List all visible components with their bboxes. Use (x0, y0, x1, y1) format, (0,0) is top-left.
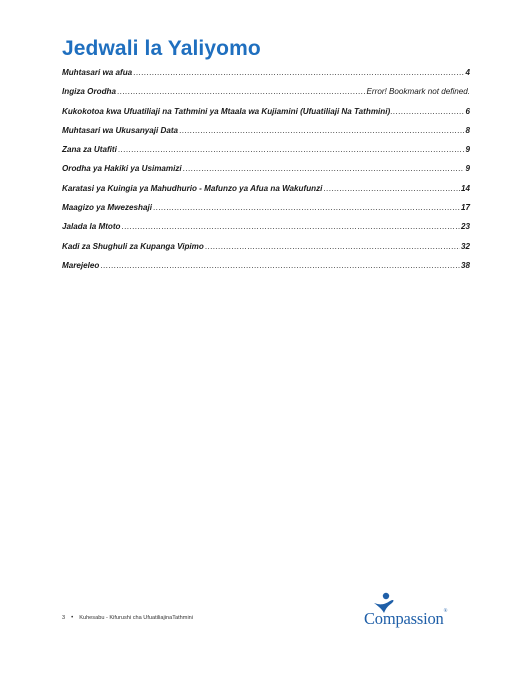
toc-entry-label: Muhtasari wa afua (62, 68, 133, 77)
toc-entry-page: 32 (460, 241, 470, 251)
toc-entry[interactable] (62, 68, 470, 87)
toc-entry-page: 23 (460, 222, 470, 232)
toc-entry[interactable] (62, 107, 470, 126)
toc-entry[interactable] (62, 145, 470, 164)
toc-entry-page: 9 (465, 164, 470, 174)
toc-entry-page: 6 (465, 106, 470, 116)
toc-entry-page: 8 (465, 125, 470, 135)
toc-list (62, 68, 470, 280)
dot-leader (100, 261, 460, 270)
logo-figure-head (383, 593, 389, 599)
dot-leader (153, 203, 460, 212)
toc-entry-label: Kadi za Shughuli za Kupanga Vipimo (62, 241, 204, 251)
dot-leader (179, 126, 464, 135)
dot-leader (390, 107, 465, 116)
dot-leader (117, 87, 366, 96)
toc-entry-page: 38 (460, 260, 470, 270)
footer-bullet: • (71, 615, 74, 621)
toc-entry[interactable] (62, 164, 470, 183)
dot-leader (183, 164, 465, 173)
toc-entry-label: Orodha ya Hakiki ya Usimamizi (62, 164, 182, 174)
toc-entry-label: Zana za Utafiti (62, 145, 117, 155)
toc-entry[interactable] (62, 203, 470, 222)
toc-entry[interactable] (62, 242, 470, 261)
toc-entry-page: 17 (460, 203, 470, 213)
toc-entry[interactable] (62, 261, 470, 280)
logo-trademark: ® (443, 609, 448, 614)
footer-page-number: 3 (62, 615, 66, 621)
toc-entry-page: 9 (465, 145, 470, 155)
toc-entry-label: Kukokotoa kwa Ufuatiliaji na Tathmini ya Mtaala wa Kujiamini (Ufuatiliaji Na Tathmini) (62, 106, 391, 116)
toc-title: Jedwali la Yaliyomo (62, 37, 261, 60)
dot-leader (121, 222, 460, 231)
logo-wordmark: Compassion (364, 609, 444, 628)
toc-entry-page: 14 (460, 183, 470, 193)
toc-entry[interactable] (62, 126, 470, 145)
toc-entry-label: Jalada la Mtoto (62, 222, 121, 232)
toc-entry-label: Ingiza Orodha (62, 87, 116, 97)
dot-leader (323, 184, 460, 193)
page-footer (62, 615, 193, 621)
toc-entry-label: Marejeleo (62, 260, 100, 270)
dot-leader (118, 145, 465, 154)
footer-document-title: Kuhesabu - Kifurushi cha UfuatiliajinaTathmini (79, 615, 194, 621)
toc-entry-label: Karatasi ya Kuingia ya Mahudhurio - Mafunzo ya Afua na Wakufunzi (62, 183, 323, 193)
toc-entry[interactable] (62, 184, 470, 203)
toc-entry-page: Error! Bookmark not defined. (366, 87, 470, 97)
dot-leader (133, 68, 464, 77)
toc-entry-label: Maagizo ya Mwezeshaji (62, 203, 152, 213)
toc-entry-page: 4 (465, 68, 470, 77)
dot-leader (205, 242, 460, 251)
toc-entry[interactable] (62, 87, 470, 106)
toc-entry-label: Muhtasari wa Ukusanyaji Data (62, 125, 179, 135)
toc-entry[interactable] (62, 222, 470, 241)
compassion-logo (364, 609, 447, 629)
